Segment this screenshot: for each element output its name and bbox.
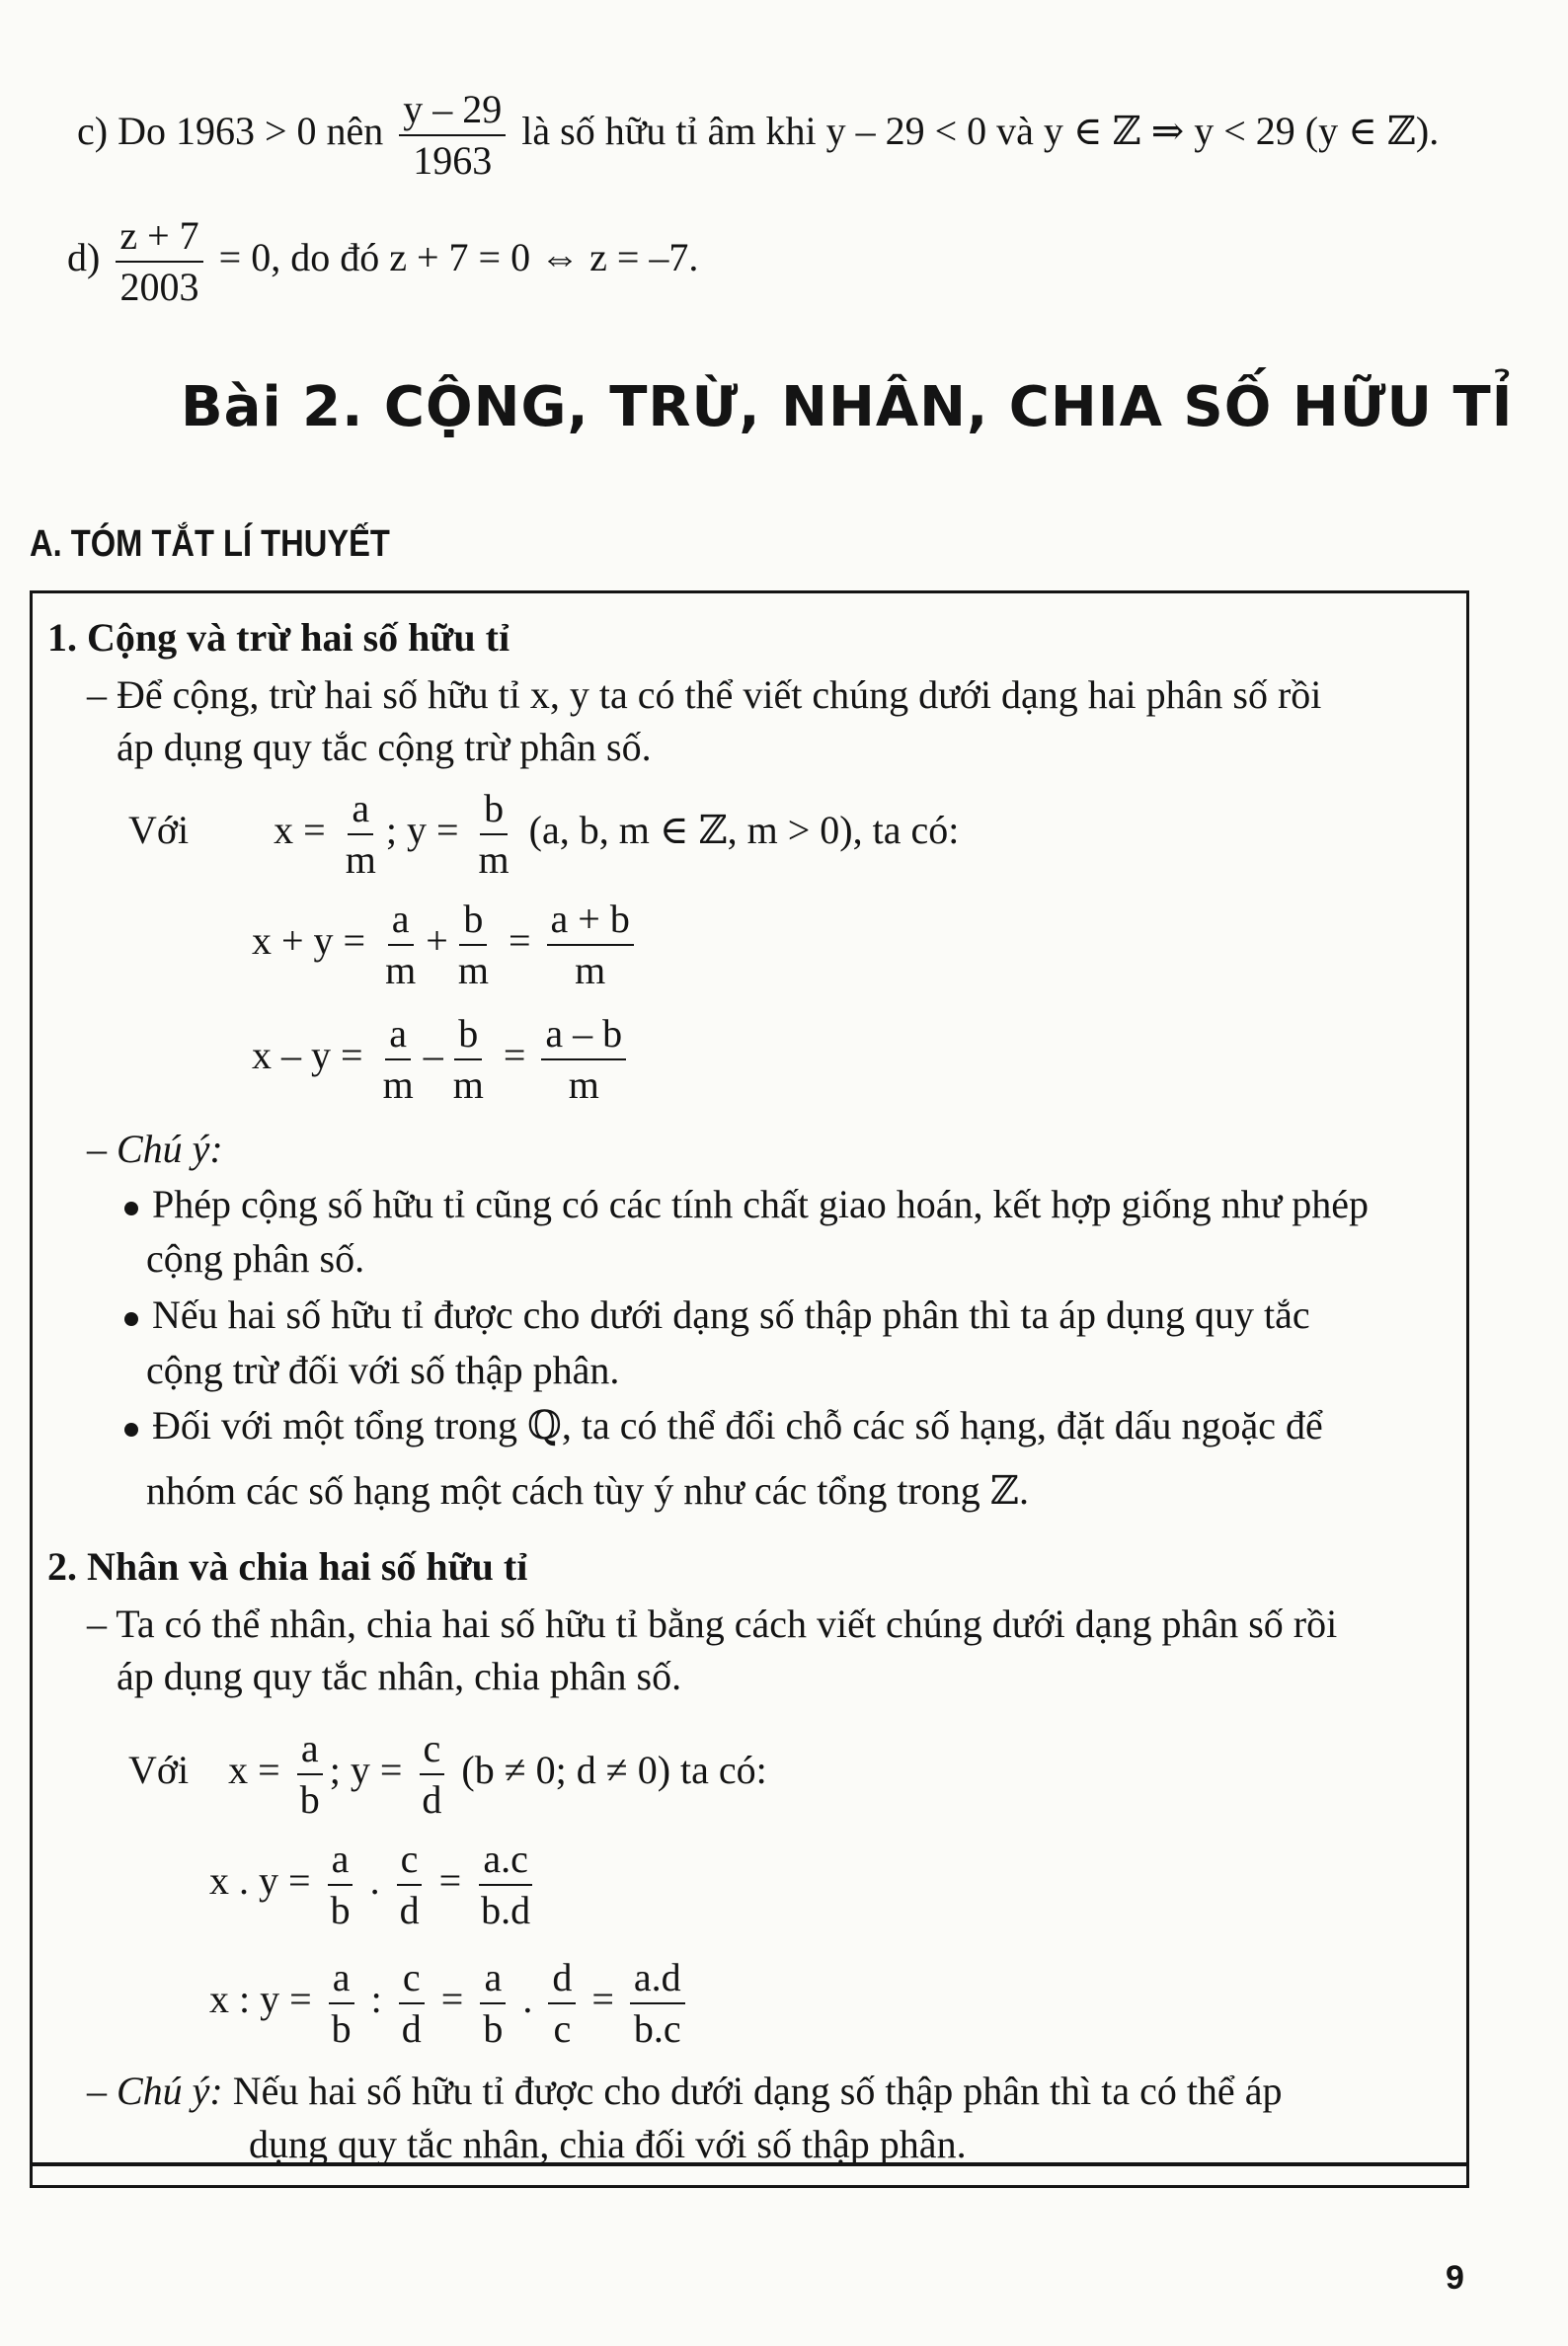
part2-note-label: – Chú ý: [87,2069,223,2113]
fraction-diff-result [541,1013,626,1106]
fraction-y-29-over-1963 [399,89,506,182]
fraction-numerator: b [480,788,508,835]
fraction-numerator: a [388,899,414,946]
bullet-icon [124,1202,138,1215]
product-formula [209,1838,540,1931]
part2-line2: áp dụng quy tắc nhân, chia phân số. [117,1654,682,1698]
fraction-denominator: m [568,1062,599,1107]
with-tail: (a, b, m ∈ ℤ, m > 0), ta có: [528,808,960,853]
fraction-denominator: 2003 [119,265,199,309]
bullet-line1: Nếu hai số hữu tỉ được cho dưới dạng số thập phân thì ta áp dụng quy tắc [152,1292,1310,1337]
fraction-numerator: d [548,1957,576,2004]
equals-sign: = [503,1033,526,1078]
fraction-b-over-m [449,1013,488,1106]
part1-heading: 1. Cộng và trừ hai số hữu tỉ [47,615,510,660]
fraction-product-result [477,1838,534,1931]
x-equals: x = [228,1748,280,1793]
product-lhs: x . y = [209,1858,311,1904]
fraction-denominator: 1963 [413,138,493,183]
part1-line1: – Để cộng, trừ hai số hữu tỉ x, y ta có thể viết chúng dưới dạng hai phân số rồi [87,672,1322,717]
fraction-denominator: b [299,1777,320,1822]
y-equals: ; y = [329,1748,403,1793]
fraction-denominator: b.d [481,1888,531,1932]
part1-with-line [128,788,959,881]
bullet-line1: Đối với một tổng trong ℚ, ta có thể đổi chỗ các số hạng, đặt dấu ngoặc để [152,1403,1323,1447]
fraction-denominator: m [382,1062,414,1107]
part2-heading: 2. Nhân và chia hai số hữu tỉ [47,1544,528,1589]
part1-line2: áp dụng quy tắc cộng trừ phân số. [117,725,652,769]
fraction-denominator: b.c [633,2006,681,2051]
colon-sign: : [370,1977,382,2022]
item-c [77,89,1439,182]
box-bottom-rule [30,2162,1466,2166]
dot-sign: . [522,1977,533,2022]
fraction-numerator: a [328,1838,353,1886]
fraction-denominator: m [575,948,606,992]
fraction-numerator: b [459,899,487,946]
fraction-a-over-m [342,788,380,881]
part2-note-line2: dụng quy tắc nhân, chia đối với số thập phân. [249,2122,967,2166]
x-equals: x = [274,808,326,853]
fraction-b-over-m [475,788,513,881]
bullet-line2: nhóm các số hạng một cách tùy ý như các tổng trong ℤ. [146,1468,1029,1513]
y-equals: ; y = [385,808,459,853]
fraction-numerator: a [329,1957,354,2004]
fraction-denominator: m [345,837,376,882]
part2-note-line1: Nếu hai số hữu tỉ được cho dưới dạng số thập phân thì ta có thể áp [232,2069,1283,2113]
fraction-numerator: y – 29 [399,89,506,136]
fraction-c-over-d [396,1838,424,1931]
fraction-numerator: a [385,1013,411,1060]
fraction-c-over-d [398,1957,426,2050]
fraction-denominator: m [385,948,417,992]
part2-line1: – Ta có thể nhân, chia hai số hữu tỉ bằng cách viết chúng dưới dạng phân số rồi [87,1602,1338,1646]
section-a-heading: A. TÓM TẮT LÍ THUYẾT [30,523,390,565]
fraction-d-over-c [548,1957,576,2050]
fraction-a-over-b [327,1838,354,1931]
fraction-numerator: a [297,1728,323,1775]
page-number: 9 [1446,2259,1464,2297]
fraction-c-over-d [418,1728,445,1821]
equals-sign: = [440,1977,464,2022]
bullet-line2: cộng trừ đối với số thập phân. [146,1348,620,1392]
bullet-item [124,1291,1310,1338]
with-label: Với [128,808,190,853]
sum-lhs: x + y = [252,918,366,964]
fraction-numerator: a.c [479,1838,532,1886]
fraction-a-over-b [296,1728,324,1821]
fraction-denominator: m [478,837,510,882]
item-d-suffix: = 0, do đó z + 7 = 0 ⇔ z = –7. [218,235,699,280]
fraction-numerator: z + 7 [116,215,202,263]
fraction-quotient-result [630,1957,685,2050]
quotient-lhs: x : y = [209,1977,312,2022]
bullet-line2: cộng phân số. [146,1236,365,1281]
part2-with-line [128,1728,767,1821]
lesson-title: Bài 2. CỘNG, TRỪ, NHÂN, CHIA SỐ HỮU TỈ [181,375,1514,439]
fraction-a-over-b [328,1957,355,2050]
fraction-numerator: a [480,1957,506,2004]
fraction-z7-over-2003 [116,215,202,308]
bullet-item [124,1402,1323,1448]
fraction-denominator: b [331,2006,352,2051]
bullet-icon [124,1423,138,1437]
fraction-denominator: d [422,1777,442,1822]
fraction-a-over-b [479,1957,507,2050]
fraction-numerator: c [397,1838,423,1886]
bullet-line1: Phép cộng số hữu tỉ cũng có các tính chất giao hoán, kết hợp giống như phép [152,1182,1370,1226]
equals-sign: = [591,1977,614,2022]
diff-formula [252,1013,632,1106]
fraction-numerator: a [348,788,373,835]
fraction-numerator: a – b [541,1013,626,1060]
fraction-numerator: a.d [630,1957,685,2004]
diff-lhs: x – y = [252,1033,363,1078]
fraction-denominator: c [553,2006,572,2051]
fraction-denominator: d [399,1888,420,1932]
bullet-icon [124,1312,138,1326]
sum-formula [252,899,640,991]
bullet-item [124,1181,1369,1227]
item-d-prefix: d) [67,235,101,280]
fraction-numerator: c [399,1957,425,2004]
with-tail: (b ≠ 0; d ≠ 0) ta có: [461,1748,767,1793]
fraction-a-over-m [381,899,420,991]
fraction-numerator: c [420,1728,445,1775]
fraction-a-over-m [379,1013,418,1106]
item-c-prefix: c) Do 1963 > 0 nên [77,109,384,154]
fraction-denominator: b [330,1888,351,1932]
part2-note [87,2068,1282,2114]
fraction-denominator: m [457,948,489,992]
fraction-numerator: a + b [547,899,634,946]
minus-sign: – [423,1033,443,1078]
fraction-b-over-m [454,899,493,991]
fraction-numerator: b [454,1013,482,1060]
fraction-sum-result [547,899,634,991]
part1-note-label: – Chú ý: [87,1127,223,1171]
equals-sign: = [508,918,531,964]
plus-sign: + [426,918,448,964]
item-c-suffix: là số hữu tỉ âm khi y – 29 < 0 và y ∈ ℤ ⇒ y < 29 (y ∈ ℤ). [521,109,1440,154]
fraction-denominator: d [401,2006,422,2051]
fraction-denominator: m [452,1062,484,1107]
equals-sign: = [438,1858,462,1904]
quotient-formula [209,1957,691,2050]
fraction-denominator: b [483,2006,504,2051]
with-label: Với [128,1748,190,1793]
dot-sign: . [369,1858,380,1904]
item-d [67,215,698,308]
